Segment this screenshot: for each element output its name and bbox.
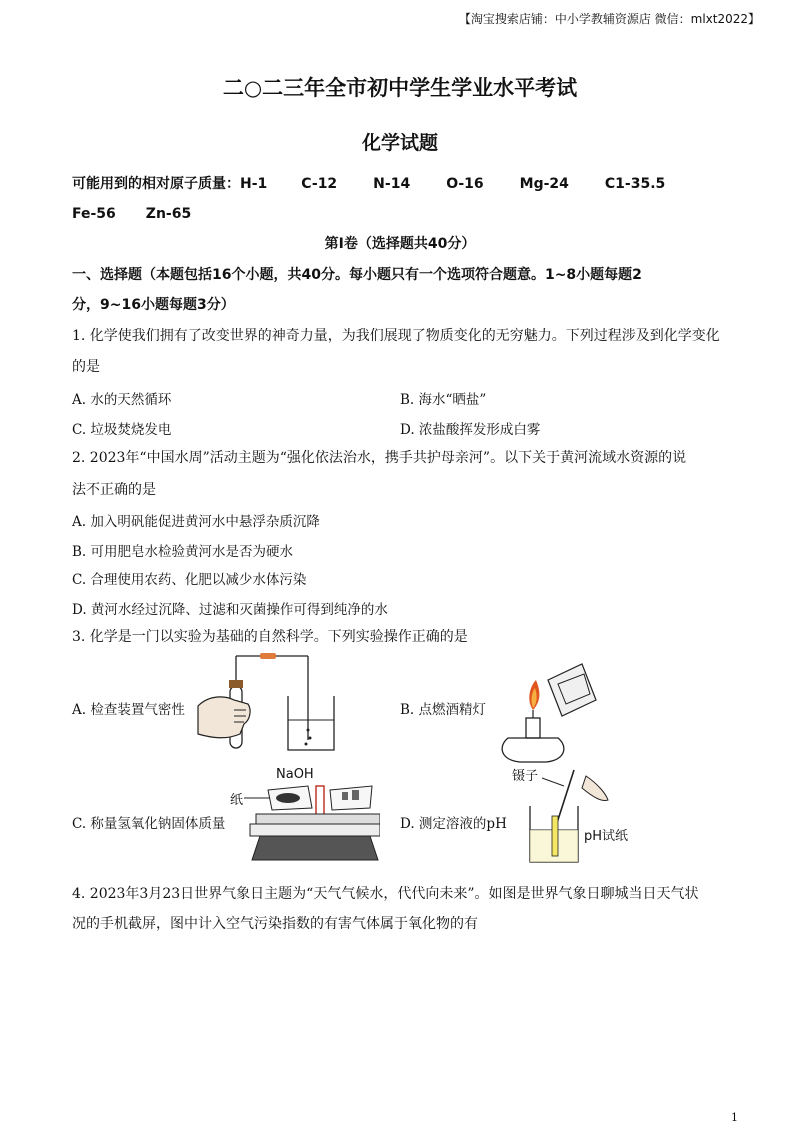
alcohol-lamp-lighting bbox=[488, 660, 598, 766]
q3-option-d: D. 测定溶液的pH bbox=[400, 816, 507, 832]
q2-option-b: B. 可用肥皂水检验黄河水是否为硬水 bbox=[72, 544, 294, 560]
q3-option-a: A. 检查装置气密性 bbox=[72, 702, 185, 718]
q4-stem-line-1: 4. 2023年3月23日世界气象日主题为“天气气候水，代代向未来”。如图是世界气象日聊城当日天气状 bbox=[72, 886, 699, 902]
atomic-mass-item: O-16 bbox=[446, 176, 484, 192]
q1-stem-line-1: 1. 化学使我们拥有了改变世界的神奇力量，为我们展现了物质变化的无穷魅力。下列过程涉及到化学变化 bbox=[72, 328, 720, 344]
q3-figure-c bbox=[230, 764, 380, 866]
atomic-mass-item: C1-35.5 bbox=[604, 176, 666, 192]
q3-figure-d bbox=[512, 766, 642, 866]
q1-option-a: A. 水的天然循环 bbox=[72, 392, 172, 408]
q1-option-c: C. 垃圾焚烧发电 bbox=[72, 422, 172, 438]
atomic-mass-item: H-1 bbox=[240, 176, 268, 192]
q2-option-c: C. 合理使用农药、化肥以减少水体污染 bbox=[72, 572, 307, 588]
top-banner: 【淘宝搜索店铺：中小学教辅资源店 微信：mlxt2022】 bbox=[458, 12, 760, 26]
exam-title: 二○二三年全市初中学生学业水平考试 bbox=[222, 76, 578, 100]
q1-stem-line-2: 的是 bbox=[72, 359, 100, 375]
q2-option-d: D. 黄河水经过沉降、过滤和灭菌操作可得到纯净的水 bbox=[72, 602, 388, 618]
q3-option-c: C. 称量氢氧化钠固体质量 bbox=[72, 816, 226, 832]
q3-option-b: B. 点燃酒精灯 bbox=[400, 702, 487, 718]
atomic-mass-item: C-12 bbox=[301, 176, 338, 192]
ph-paper-label: pH试纸 bbox=[584, 829, 629, 844]
balance-weighing-naoh bbox=[230, 764, 380, 866]
section-heading-line-1: 一、选择题（本题包括16个小题，共40分。每小题只有一个选项符合题意。1~8小题每题2 bbox=[72, 267, 642, 283]
atomic-mass-line-2 bbox=[72, 204, 217, 224]
section-heading-line-2: 分，9~16小题每题3分） bbox=[72, 297, 235, 313]
atomic-mass-item: Mg-24 bbox=[519, 176, 569, 192]
page-number: 1 bbox=[731, 1111, 738, 1124]
paper-label: 纸 bbox=[230, 793, 244, 808]
q1-option-d: D. 浓盐酸挥发形成白雾 bbox=[400, 422, 541, 438]
exam-subtitle: 化学试题 bbox=[361, 132, 438, 154]
atomic-mass-line-1 bbox=[72, 174, 691, 194]
q3-stem: 3. 化学是一门以实验为基础的自然科学。下列实验操作正确的是 bbox=[72, 629, 468, 645]
airtight-check-apparatus bbox=[196, 650, 346, 758]
q4-stem-line-2: 况的手机截屏，图中计入空气污染指数的有害气体属于氧化物的有 bbox=[72, 916, 478, 932]
atomic-mass-label: 可能用到的相对原子质量： bbox=[72, 176, 240, 192]
q2-stem-line-1: 2. 2023年“中国水周”活动主题为“强化依法治水，携手共护母亲河”。以下关于黄河流域水资源的说 bbox=[72, 450, 687, 466]
atomic-mass-item: Fe-56 bbox=[72, 206, 116, 222]
q2-option-a: A. 加入明矾能促进黄河水中悬浮杂质沉降 bbox=[72, 514, 320, 530]
tweezers-label: 镊子 bbox=[512, 769, 539, 784]
naoh-label: NaOH bbox=[276, 767, 314, 782]
q2-stem-line-2: 法不正确的是 bbox=[72, 482, 156, 498]
q3-figure-b bbox=[488, 660, 598, 766]
part1-title: 第Ⅰ卷（选择题共40分） bbox=[324, 236, 476, 252]
atomic-mass-item: Zn-65 bbox=[145, 206, 192, 222]
q3-figure-a bbox=[196, 650, 346, 758]
ph-test-setup bbox=[512, 766, 642, 866]
q1-option-b: B. 海水“晒盐” bbox=[400, 392, 487, 408]
atomic-mass-item: N-14 bbox=[373, 176, 411, 192]
